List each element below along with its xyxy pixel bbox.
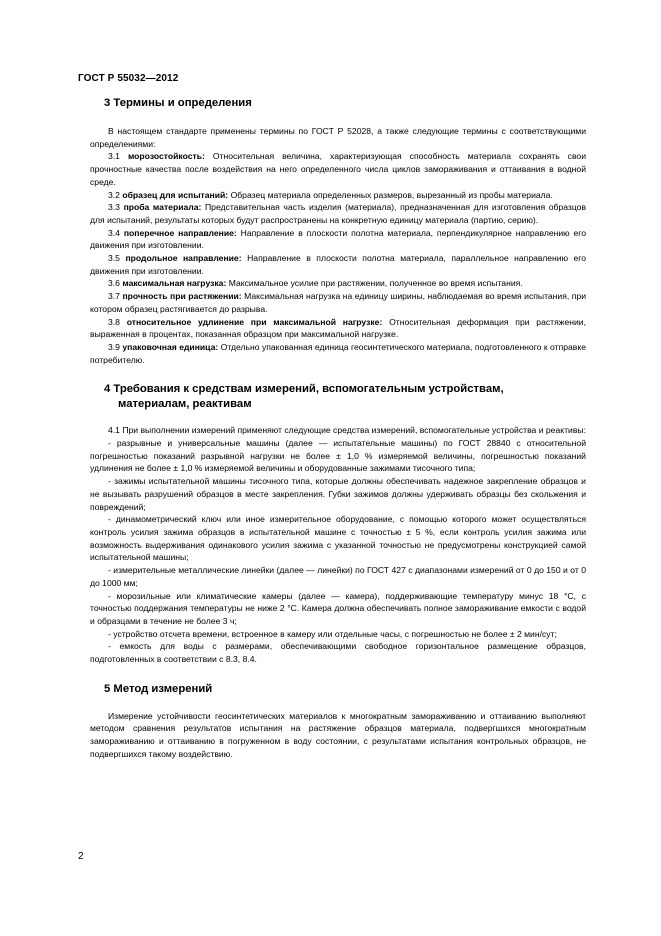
- term-definition: [90, 189, 586, 202]
- list-item: - морозильные или климатические камеры (далее — камера), поддерживающие температуру минус 18 °С, с точностью поддержания температуры не ниже 2 °С. Камера должна обеспечивать полное замораживание емкости с водой и образцами в течение не более 3 ч;: [90, 590, 586, 626]
- term-definition: [90, 341, 586, 366]
- list-item: - разрывные и универсальные машины (далее — испытательные машины) по ГОСТ 28840 с относительной погрешностью показаний разрывной нагрузки не более ± 1,0 % измеряемой величины, погрешностью показаний удлинения не более ± 1,0 % измеряемой величины и оборудованные зажимами тисочного типа;: [90, 438, 586, 474]
- term-name: поперечное направление:: [123, 227, 237, 238]
- term-number: 3.4: [108, 227, 120, 238]
- term-definition: [90, 227, 586, 252]
- terms-list: [90, 150, 586, 366]
- term-definition: [90, 150, 586, 188]
- term-text: Максимальное усилие при растяжении, полученное во время испытания.: [228, 278, 523, 289]
- term-text: Направление в плоскости полотна материала, параллельное направлению его движения при изготовлении.: [90, 253, 587, 276]
- section-4-title-line1: 4 Требования к средствам измерений, вспомогательным устройствам,: [104, 383, 504, 396]
- term-number: 3.8: [108, 316, 120, 327]
- term-number: 3.1: [108, 151, 120, 162]
- term-name: относительное удлинение при максимальной нагрузке:: [126, 316, 383, 327]
- list-item: - устройство отсчета времени, встроенное в камеру или отдельные часы, с погрешностью не более ± 2 мин/сут;: [108, 628, 557, 639]
- term-definition: [90, 316, 586, 341]
- term-number: 3.6: [108, 278, 120, 289]
- term-text: Представительная часть изделия (материала), предназначенная для изготовления образцов для испытаний, результаты которых будут распространены на конкретную единицу материала (партию, серию).: [90, 202, 587, 225]
- term-text: Отдельно упакованная единица геосинтетического материала, подготовленного к отправке потребителю.: [90, 341, 587, 365]
- term-definition: [90, 290, 586, 315]
- document-header: ГОСТ Р 55032—2012: [78, 73, 179, 84]
- list-item: - зажимы испытательной машины тисочного типа, которые должны обеспечивать надежное закрепление образцов и не вызывать разрушений образцов в месте закрепления. Губки зажимов должны удерживать образцы без скольжения и повреждений;: [90, 476, 586, 512]
- term-name: прочность при растяжении:: [122, 291, 242, 302]
- term-number: 3.3: [108, 202, 120, 213]
- term-text: Максимальная нагрузка на единицу ширины, наблюдаемая во время испытания, при котором образец растягивается до разрыва.: [90, 291, 586, 314]
- section-5-body: Измерение устойчивости геосинтетических материалов к многократным замораживанию и оттаиванию выполняют методом сравнения результатов испытания на растяжение образцов материала, подвергшихся многократным замораживанию и оттаиванию в погруженном в воду состоянии, с результатами испытания контрольных образцов, не подвергшихся такому воздействию.: [90, 710, 586, 759]
- term-number: 3.5: [108, 253, 120, 264]
- term-name: образец для испытаний:: [122, 189, 229, 200]
- term-text: Направление в плоскости полотна материала, перпендикулярное направлению его движения при изготовлении.: [90, 227, 587, 251]
- section-3-title: 3 Термины и определения: [104, 97, 252, 109]
- equipment-list: [90, 437, 586, 666]
- term-name: морозостойкость:: [127, 151, 205, 162]
- section-4-intro: 4.1 При выполнении измерений применяют следующие средства измерений, вспомогательные устройства и реактивы:: [108, 425, 586, 436]
- term-number: 3.2: [108, 189, 120, 200]
- term-text: Относительная величина, характеризующая способность материала сохранять свои прочностные качества после воздействия на него определенного числа циклов замораживания и оттаивания в водной среде.: [90, 151, 587, 187]
- page-number: 2: [78, 851, 84, 862]
- section-3-intro: В настоящем стандарте применены термины по ГОСТ Р 52028, а также следующие термины с соответствующими определениями:: [90, 126, 586, 149]
- term-text: Относительная деформация при растяжении, выраженная в процентах, показанная образцом при максимальной нагрузке.: [90, 316, 586, 340]
- term-definition: [90, 201, 586, 226]
- term-name: максимальная нагрузка:: [122, 278, 227, 289]
- term-number: 3.9: [108, 341, 120, 352]
- section-4-title: [90, 382, 586, 412]
- section-5-title: 5 Метод измерений: [104, 682, 213, 695]
- term-text: Образец материала определенных размеров, вырезанный из пробы материала.: [230, 189, 553, 200]
- list-item: - емкость для воды с размерами, обеспечивающими свободное горизонтальное размещение образцов, подготовленных в соответствии с 8.3, 8.4.: [90, 641, 586, 665]
- term-name: проба материала:: [123, 202, 202, 213]
- term-name: упаковочная единица:: [122, 341, 219, 352]
- document-body: [90, 96, 586, 761]
- term-number: 3.7: [108, 291, 120, 302]
- list-item: - динамометрический ключ или иное измерительное оборудование, с помощью которого может осуществляться контроль усилия зажима образцов в испытательной машине с точностью ± 5 %, если контроль усилия зажима или возможность выдерживания одинакового усилия зажима с указанной точностью не предусмотрены конструкцией самой испытательной машины;: [90, 514, 586, 563]
- list-item: - измерительные металлические линейки (далее — линейки) по ГОСТ 427 с диапазонами измерений от 0 до 150 и от 0 до 1000 мм;: [90, 565, 586, 588]
- term-name: продольное направление:: [125, 253, 242, 264]
- term-definition: [90, 277, 586, 290]
- section-4-title-line2: материалам, реактивам: [118, 398, 252, 411]
- term-definition: [90, 252, 586, 277]
